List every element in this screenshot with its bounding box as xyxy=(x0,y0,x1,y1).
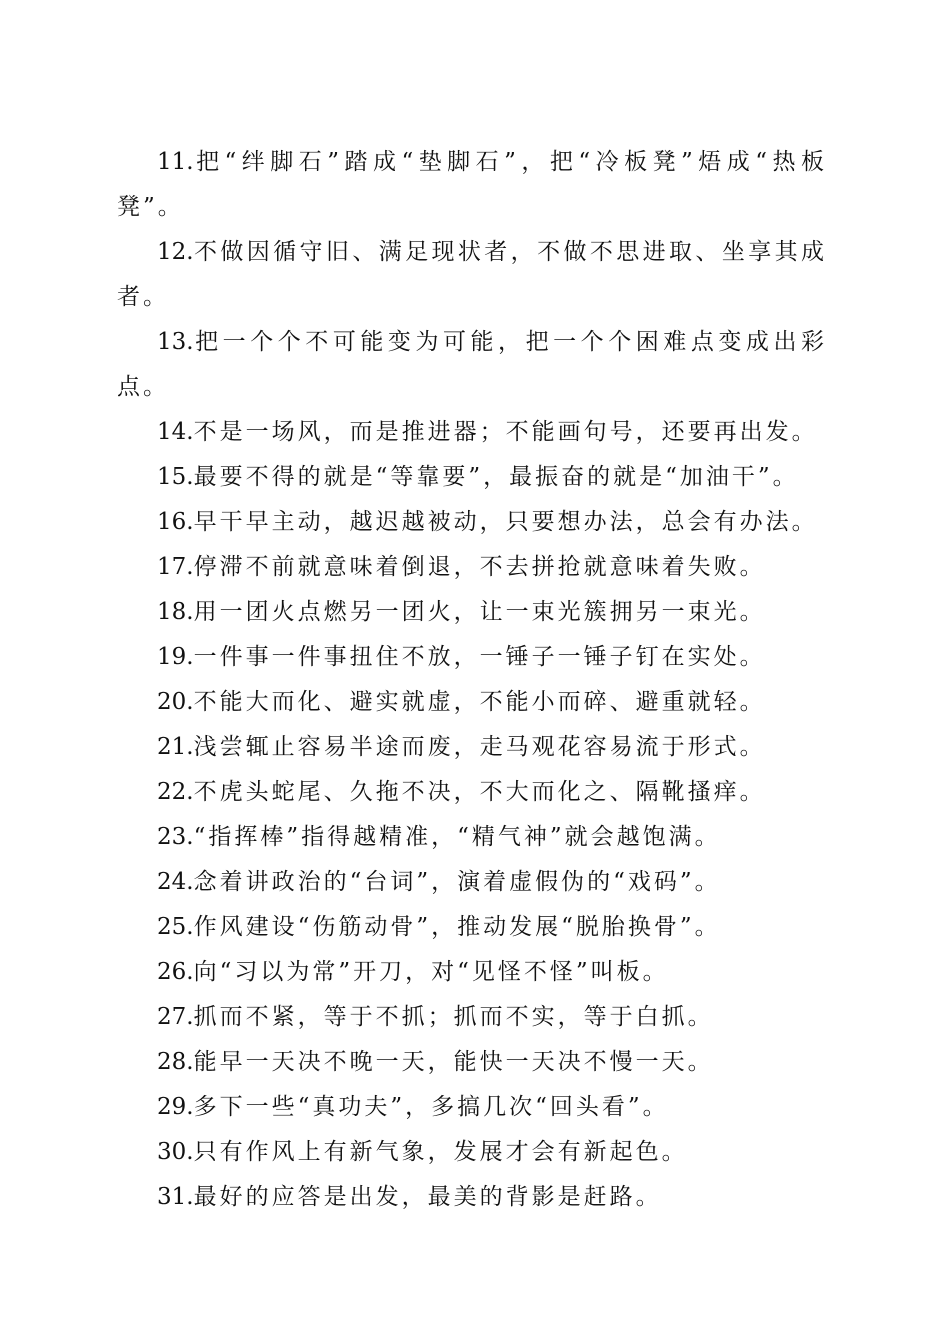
item-text: 多下一些“真功夫”，多搞几次“回头看”。 xyxy=(193,1094,669,1120)
item-number: 19. xyxy=(157,644,194,670)
item-text: 最要不得的就是“等靠要”，最振奋的就是“加油干”。 xyxy=(193,464,799,490)
list-item xyxy=(117,950,827,995)
item-number: 24. xyxy=(157,869,194,895)
item-text: 把一个个不可能变为可能，把一个个困难点变成出彩点。 xyxy=(117,329,827,400)
item-text: 早干早主动，越迟越被动，只要想办法，总会有办法。 xyxy=(193,509,818,535)
list-item xyxy=(117,770,827,815)
item-number: 26. xyxy=(157,959,194,985)
item-text: 念着讲政治的“台词”，演着虚假伪的“戏码”。 xyxy=(193,869,721,895)
item-number: 12. xyxy=(157,239,194,265)
list-item xyxy=(117,410,827,455)
item-text: 不做因循守旧、满足现状者，不做不思进取、坐享其成者。 xyxy=(117,239,827,310)
item-number: 21. xyxy=(157,734,194,760)
item-number: 18. xyxy=(157,599,194,625)
list-item xyxy=(117,545,827,590)
item-number: 29. xyxy=(157,1094,194,1120)
list-item xyxy=(117,860,827,905)
list-item xyxy=(117,1175,827,1220)
item-text: 不虎头蛇尾、久拖不决，不大而化之、隔靴搔痒。 xyxy=(193,779,766,805)
list-item xyxy=(117,1130,827,1175)
item-text: 用一团火点燃另一团火，让一束光簇拥另一束光。 xyxy=(193,599,766,625)
item-text: 停滞不前就意味着倒退，不去拼抢就意味着失败。 xyxy=(193,554,766,580)
item-number: 11. xyxy=(157,149,194,175)
item-text: 最好的应答是出发，最美的背影是赶路。 xyxy=(193,1184,662,1210)
list-item xyxy=(117,1085,827,1130)
item-number: 28. xyxy=(157,1049,194,1075)
item-number: 25. xyxy=(157,914,194,940)
list-item xyxy=(117,140,827,230)
list-item xyxy=(117,905,827,950)
item-number: 30. xyxy=(157,1139,194,1165)
item-text: 一件事一件事扭住不放，一锤子一锤子钉在实处。 xyxy=(193,644,766,670)
item-number: 17. xyxy=(157,554,194,580)
list-item xyxy=(117,680,827,725)
item-number: 16. xyxy=(157,509,194,535)
item-number: 13. xyxy=(157,329,194,355)
list-item xyxy=(117,995,827,1040)
item-text: 抓而不紧，等于不抓；抓而不实，等于白抓。 xyxy=(193,1004,714,1030)
item-text: 不是一场风，而是推进器；不能画句号，还要再出发。 xyxy=(193,419,818,445)
item-text: 浅尝辄止容易半途而废，走马观花容易流于形式。 xyxy=(193,734,766,760)
item-text: “指挥棒”指得越精准，“精气神”就会越饱满。 xyxy=(193,824,721,850)
item-number: 20. xyxy=(157,689,194,715)
numbered-list xyxy=(117,140,827,1220)
item-text: 能早一天决不晚一天，能快一天决不慢一天。 xyxy=(193,1049,714,1075)
list-item xyxy=(117,1040,827,1085)
item-text: 只有作风上有新气象，发展才会有新起色。 xyxy=(193,1139,688,1165)
list-item xyxy=(117,590,827,635)
item-number: 15. xyxy=(157,464,194,490)
list-item xyxy=(117,455,827,500)
item-text: 作风建设“伤筋动骨”，推动发展“脱胎换骨”。 xyxy=(193,914,721,940)
list-item xyxy=(117,500,827,545)
item-number: 27. xyxy=(157,1004,194,1030)
item-number: 14. xyxy=(157,419,194,445)
item-text: 不能大而化、避实就虚，不能小而碎、避重就轻。 xyxy=(193,689,766,715)
list-item xyxy=(117,320,827,410)
list-item xyxy=(117,725,827,770)
item-number: 22. xyxy=(157,779,194,805)
item-number: 31. xyxy=(157,1184,194,1210)
list-item xyxy=(117,815,827,860)
list-item xyxy=(117,635,827,680)
item-text: 向“习以为常”开刀，对“见怪不怪”叫板。 xyxy=(193,959,669,985)
item-text: 把“绊脚石”踏成“垫脚石”，把“冷板凳”焐成“热板凳”。 xyxy=(117,149,827,220)
list-item xyxy=(117,230,827,320)
item-number: 23. xyxy=(157,824,194,850)
